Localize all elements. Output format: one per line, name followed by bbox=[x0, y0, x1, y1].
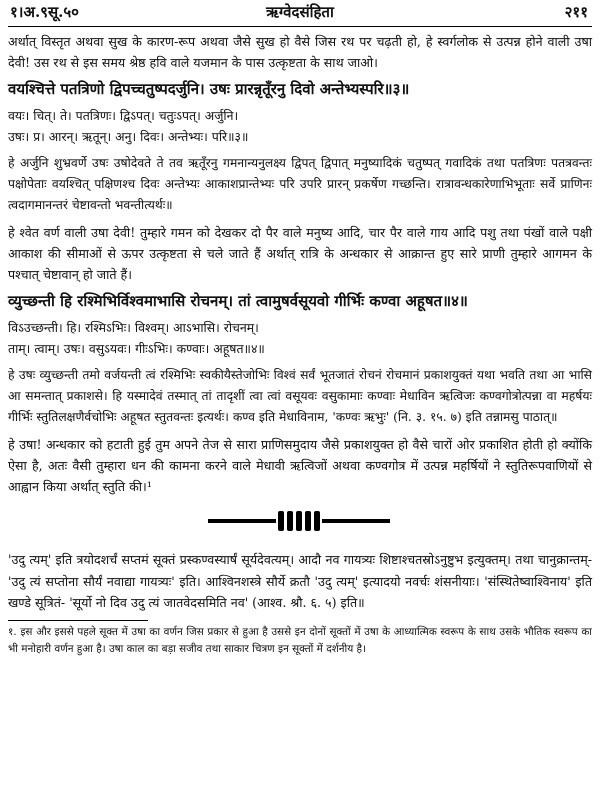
sukta-introduction: 'उदु त्यम्' इति त्रयोदशर्चं सप्तमं सूक्तं प्रस्कण्वस्यार्षं सूर्यदेवत्यम्। आदौ नव गायत्र्यः शिष्टाश्चतस्रोऽनुष्टुभ इत्युक्तम्। तथा चानुक्रान्तम्- 'उदु त्यं सप्तोना सौर्यं नवाद्या गायत्र्यः' इति। आश्विनशस्त्रे सौर्ये क्रतौ 'उदु त्यम्' इत्यादयो नवर्चः शंसनीयाः। 'संस्थितेष्वाश्विनाय' इति खण्डे सूत्रितं- 'सूर्यो नो दिव उदु त्यं जातवेदसमिति नव' (आश्व. श्रौ. ६. ५) इति॥ bbox=[8, 552, 592, 610]
running-header bbox=[8, 0, 592, 27]
divider-knot bbox=[305, 511, 311, 531]
mantra-3: वयश्चित्ते पतत्रिणो द्विपच्चतुष्पदर्जुनि। उषः प्रारन्नृतूँरनु दिवो अन्तेभ्यस्परि॥३॥ bbox=[8, 80, 410, 98]
hindi-translation-3: अर्थात् विस्तृत अथवा सुख के कारण-रूप अथवा जैसे सुख हो वैसे जिस रथ पर चढ़ती हो, हे स्वर्गलोक से उत्पन्न होने वाली उषा देवी! उस रथ से इस समय श्रेष्ठ हवि वाले यजमान के पास उत्कृष्टता के साथ जाओ। bbox=[8, 34, 592, 70]
divider-knot bbox=[278, 511, 284, 531]
divider-knot bbox=[296, 511, 302, 531]
page-number: २११ bbox=[564, 3, 588, 21]
divider-knot bbox=[314, 511, 320, 531]
padapatha-4b: ताम्। त्वाम्। उषः। वसुऽयवः। गीःऽभिः। कण्वाः। अहूषत॥४॥ bbox=[8, 341, 265, 356]
mantra-4: व्युच्छन्ती हि रश्मिभिर्विश्वमाभासि रोचनम्। तां त्वामुषर्वसूयवो गीर्भिः कण्वा अहूषत॥४॥ bbox=[8, 292, 468, 310]
padapatha-3a: वयः। चित्। ते। पतत्रिणः। द्विऽपत्। चतुःऽपत्। अर्जुनि। bbox=[8, 108, 239, 123]
header-title: ऋग्वेदसंहिता bbox=[266, 3, 334, 21]
padapatha-3b: उषः। प्र। आरन्। ऋतून्। अनु। दिवः। अन्तेभ्यः। परि॥३॥ bbox=[8, 129, 249, 144]
divider-bar-left bbox=[208, 519, 276, 523]
sayana-bhashya-3: हे अर्जुनि शुभ्रवर्णे उषः उषोदेवते ते तव ऋतूँरनु गमनान्यनुलक्ष्य द्विपत् द्विपात् मनुष्यादिकं चतुष्पत् गवादिकं तथा पतत्रिणः पतत्रवन्तः पक्षोपेताः वयश्चित् पक्षिणश्च दिवः अन्तेभ्यः आकाशप्रान्तेभ्यः परि उपरि प्रारन् प्रकर्षेण गच्छन्ति। रात्रावन्धकारेणाभिभूताः सर्वे प्राणिनः त्वदागमानन्तरं चेष्टावन्तो भवन्तीत्यर्थः॥ bbox=[8, 156, 592, 212]
footnote-rule bbox=[8, 620, 148, 621]
sayana-bhashya-4: हे उषः व्युच्छन्ती तमो वर्जयन्ती त्वं रश्मिभिः स्वकीयैस्तेजोभिः विश्वं सर्वं भूतजातं रोचनं रोचमानं प्रकाशयुक्तं यथा भवति तथा आ भासि आ समन्तात् प्रकाशसे। हि यस्मादेवं तस्मात् तां तादृशीं त्वा त्वां वसूयवः वसुकामाः कण्वाः मेधाविन ऋत्विजः कण्वगोत्रोत्पन्ना वा महर्षयः गीर्भिः स्तुतिलक्षणैर्वचोभिः अहूषत स्तुतवन्तः इत्यर्थः। कण्व इति मेधाविनाम, 'कण्वः ऋभुः' (नि. ३. १५. ७) इति तन्नामसु पाठात्॥ bbox=[8, 368, 592, 424]
padapatha-4a: विऽउच्छन्ती। हि। रश्मिऽभिः। विश्वम्। आऽभासि। रोचनम्। bbox=[8, 320, 259, 335]
footnote: १. इस और इससे पहले सूक्त में उषा का वर्णन जिस प्रकार से हुआ है उससे इन दोनों सूक्तों में उषा के आध्यात्मिक स्वरूप के साथ उसके भौतिक स्वरूप का भी मनोहारी वर्णन हुआ है। उषा काल का बड़ा सजीव तथा साकार चित्रण इन सूक्तों में दर्शनीय है। bbox=[8, 625, 592, 655]
divider-knot bbox=[287, 511, 293, 531]
hindi-translation-4: हे उषा! अन्धकार को हटाती हुई तुम अपने तेज से सारा प्राणिसमुदाय जैसे प्रकाशयुक्त हो वैसे चारों ओर प्रकाशित होती हो क्योंकि ऐसा है, अतः वैसी तुम्हारा धन की कामना करने वाले मेधावी ऋत्विजों अथवा कण्वगोत्र में उत्पन्न महर्षियों ने स्तुतिरूपवाणियों से आह्वान किया अर्थात् स्तुति की।¹ bbox=[8, 437, 592, 494]
ornamental-divider bbox=[8, 507, 592, 537]
header-reference: १।अ.९सू.५० bbox=[10, 3, 79, 21]
hindi-translation-3b: हे श्वेत वर्ण वाली उषा देवी! तुम्हारे गमन को देखकर दो पैर वाले मनुष्य आदि, चार पैर वाले गाय आदि पशु तथा पंखों वाले पक्षी आकाश की सीमाओं से ऊपर उत्कृष्टता से चले जाते हैं अर्थात् रात्रि के अन्धकार से आक्रान्त हुए सारे प्राणी तुम्हारे आगमन के पश्चात् चेष्टावान् हो जाते हैं। bbox=[8, 225, 592, 282]
divider-bar-right bbox=[322, 519, 390, 523]
